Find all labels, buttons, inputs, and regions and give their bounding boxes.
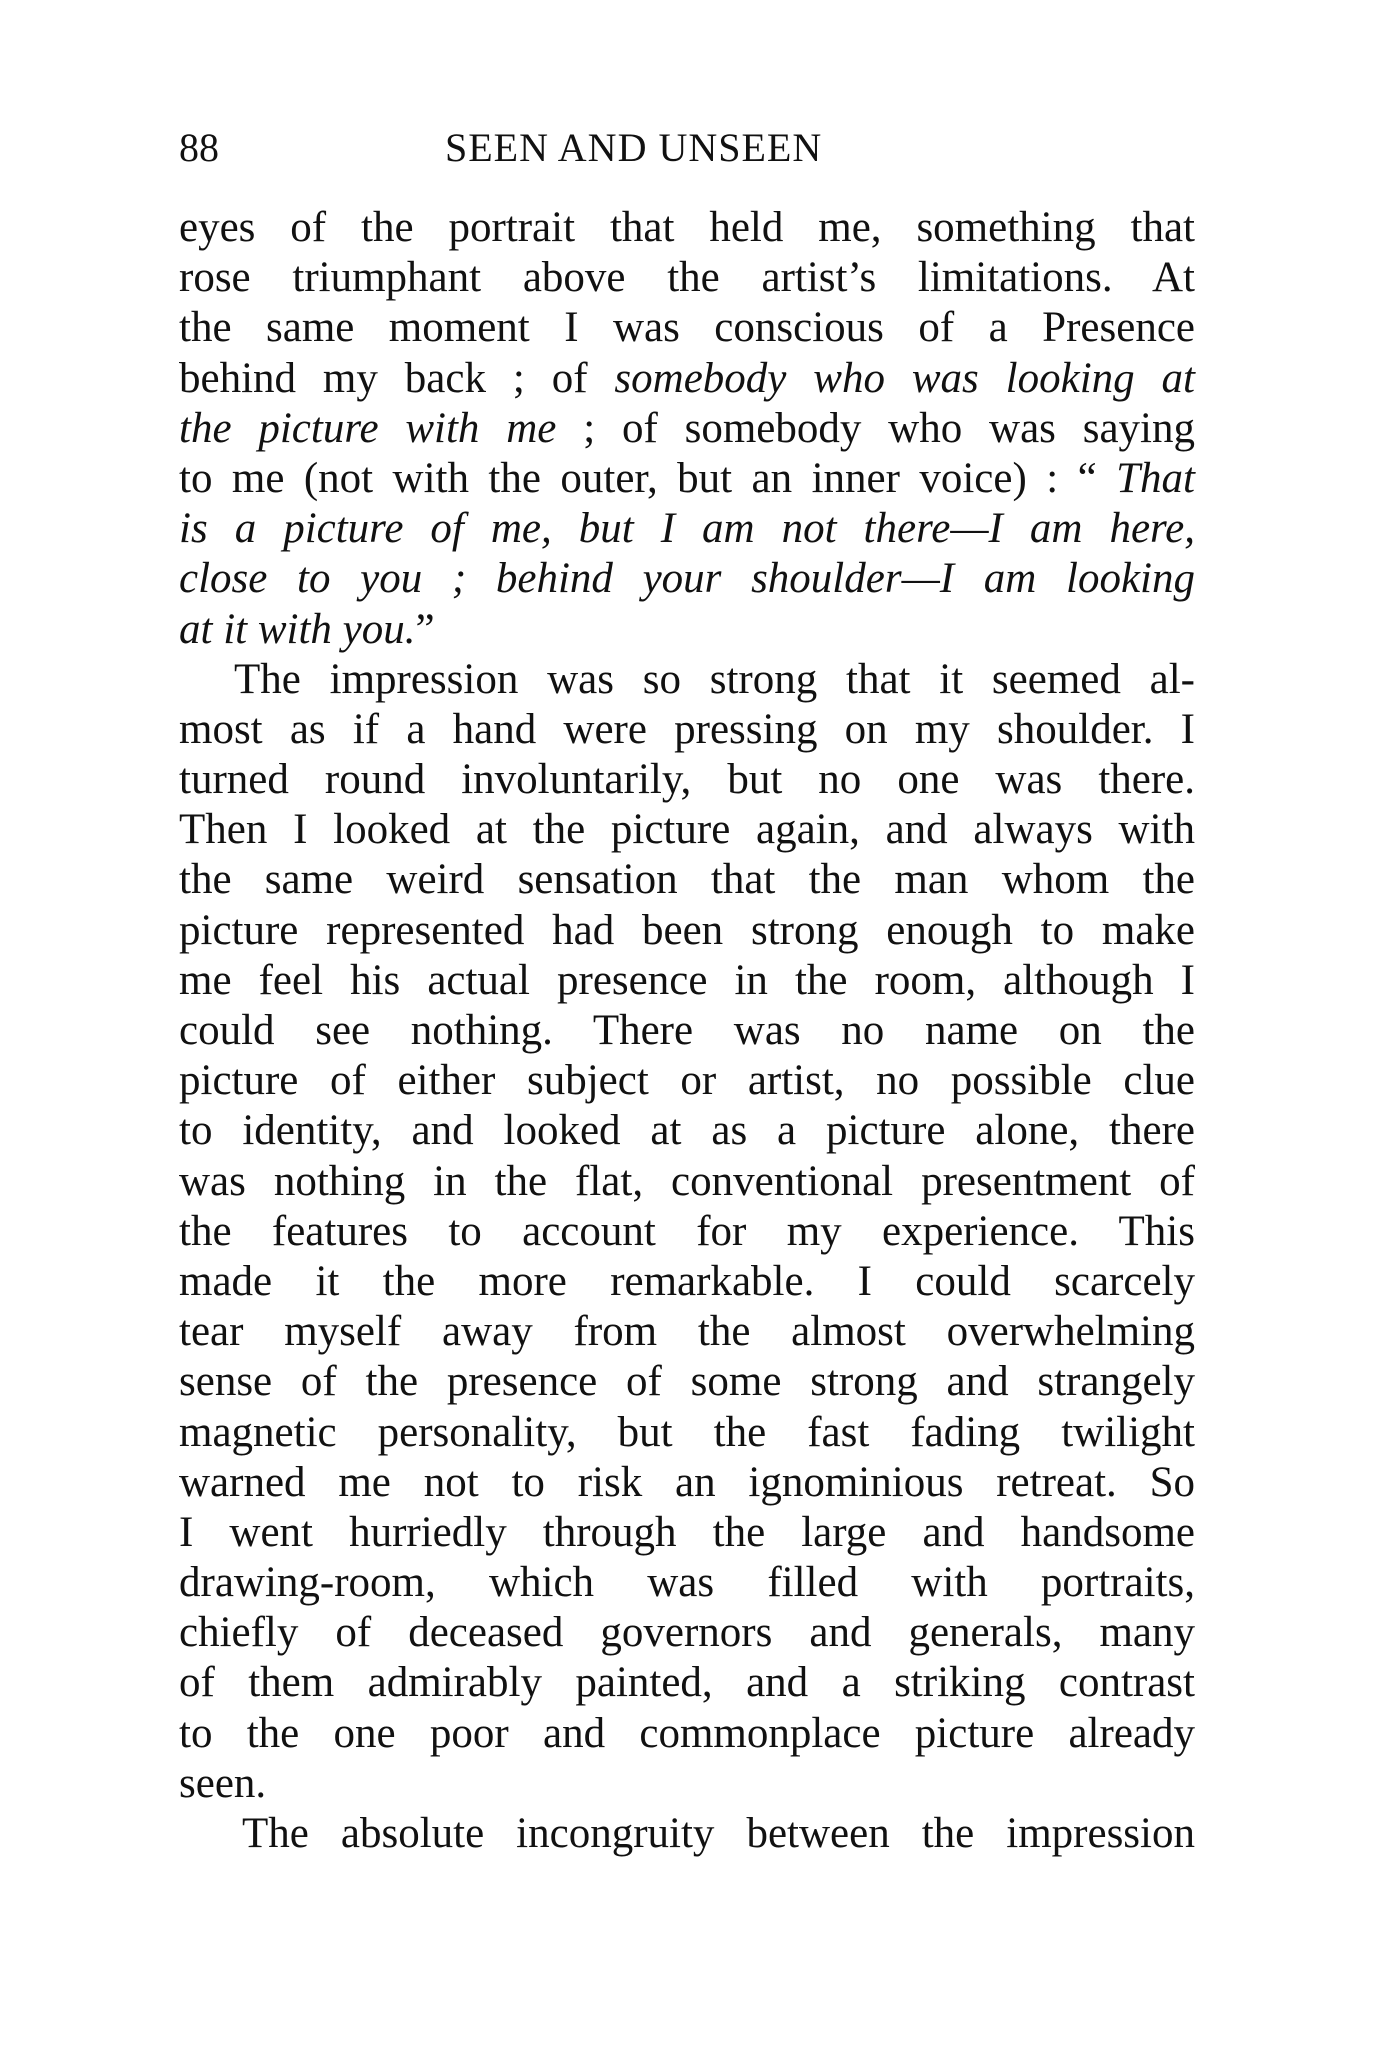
text-line [179,1056,1195,1106]
text-run: eyes of the portrait that held me, something that [179,204,1195,251]
text-line [179,1709,1195,1759]
paragraph [179,1809,1195,1859]
text-line [179,303,1195,353]
text-line [179,1608,1195,1658]
text-run: drawing-room, which was filled with portraits, [179,1559,1195,1607]
text-run: could see nothing. There was no name on the [179,1007,1195,1054]
text-line [179,1458,1195,1508]
italic-text: somebody who was looking at [614,354,1195,402]
text-run: The absolute incongruity between the impression [242,1810,1195,1857]
text-line [179,605,1195,655]
italic-text: is a picture of me, but I am not there—I am here, [179,505,1195,553]
text-run: seen. [179,1759,267,1807]
text-line [179,1106,1195,1156]
text-run: tear myself away from the almost overwhelming [179,1308,1195,1356]
italic-text: the picture with me [179,404,557,452]
text-line [179,1508,1195,1558]
text-line [179,805,1195,855]
text-line [179,655,1195,705]
running-title: SEEN AND UNSEEN [445,125,823,170]
paragraph [179,655,1195,1809]
text-run: turned round involuntarily, but no one was there. [179,756,1195,804]
text-run: to me (not with the outer, but an inner voice) : “ [179,454,1117,502]
text-line [179,956,1195,1006]
text-line [179,1759,1195,1809]
text-run: magnetic personality, but the fast fading twilight [179,1408,1195,1456]
text-line [179,454,1195,504]
text-line [179,1207,1195,1257]
text-line [179,1809,1195,1859]
text-line [179,1357,1195,1407]
text-run: was nothing in the flat, conventional presentment of [179,1157,1195,1205]
text-line [179,1257,1195,1307]
text-line [179,404,1195,454]
text-run: made it the more remarkable. I could scarcely [179,1257,1195,1305]
italic-text: close to you ; behind your shoulder—I am looking [179,555,1195,603]
body-text [179,203,1195,1859]
text-line [179,354,1195,404]
text-run: ” [415,605,435,653]
text-line [179,1408,1195,1458]
text-run: me feel his actual presence in the room, although I [179,956,1195,1004]
paragraph [179,203,1195,655]
text-run: rose triumphant above the artist’s limitations. At [179,254,1195,302]
italic-text: at it with you. [179,605,416,653]
text-line [179,705,1195,755]
text-line [179,1006,1195,1056]
text-run: picture of either subject or artist, no possible clue [179,1057,1195,1105]
text-line [179,755,1195,805]
text-line [179,906,1195,956]
text-run: I went hurriedly through the large and handsome [179,1508,1195,1556]
text-run: the same weird sensation that the man whom the [179,856,1195,904]
text-line [179,1307,1195,1357]
text-run: of them admirably painted, and a striking contrast [179,1659,1195,1707]
text-run: sense of the presence of some strong and strangely [179,1358,1195,1406]
text-run: the features to account for my experience. This [179,1207,1195,1255]
italic-text: That [1116,454,1195,502]
text-run: to the one poor and commonplace picture already [179,1709,1195,1757]
text-run: to identity, and looked at as a picture alone, there [179,1107,1195,1155]
text-line [179,1157,1195,1207]
text-run: the same moment I was conscious of a Presence [179,304,1195,352]
page-number: 88 [179,125,219,170]
text-line [179,855,1195,905]
text-run: The impression was so strong that it seemed al- [234,655,1195,703]
text-line [179,1558,1195,1608]
text-line [179,1658,1195,1708]
running-head [179,126,1195,170]
text-run: warned me not to risk an ignominious retreat. So [179,1458,1195,1506]
text-line [179,203,1195,253]
text-line [179,253,1195,303]
text-run: chiefly of deceased governors and generals, many [179,1609,1195,1657]
text-line [179,504,1195,554]
text-line [179,554,1195,604]
text-run: picture represented had been strong enough to make [179,906,1195,954]
text-run: Then I looked at the picture again, and always with [179,806,1195,854]
text-run: ; of somebody who was saying [556,404,1195,452]
text-run: most as if a hand were pressing on my shoulder. I [179,705,1195,753]
text-run: behind my back ; of [179,354,615,402]
